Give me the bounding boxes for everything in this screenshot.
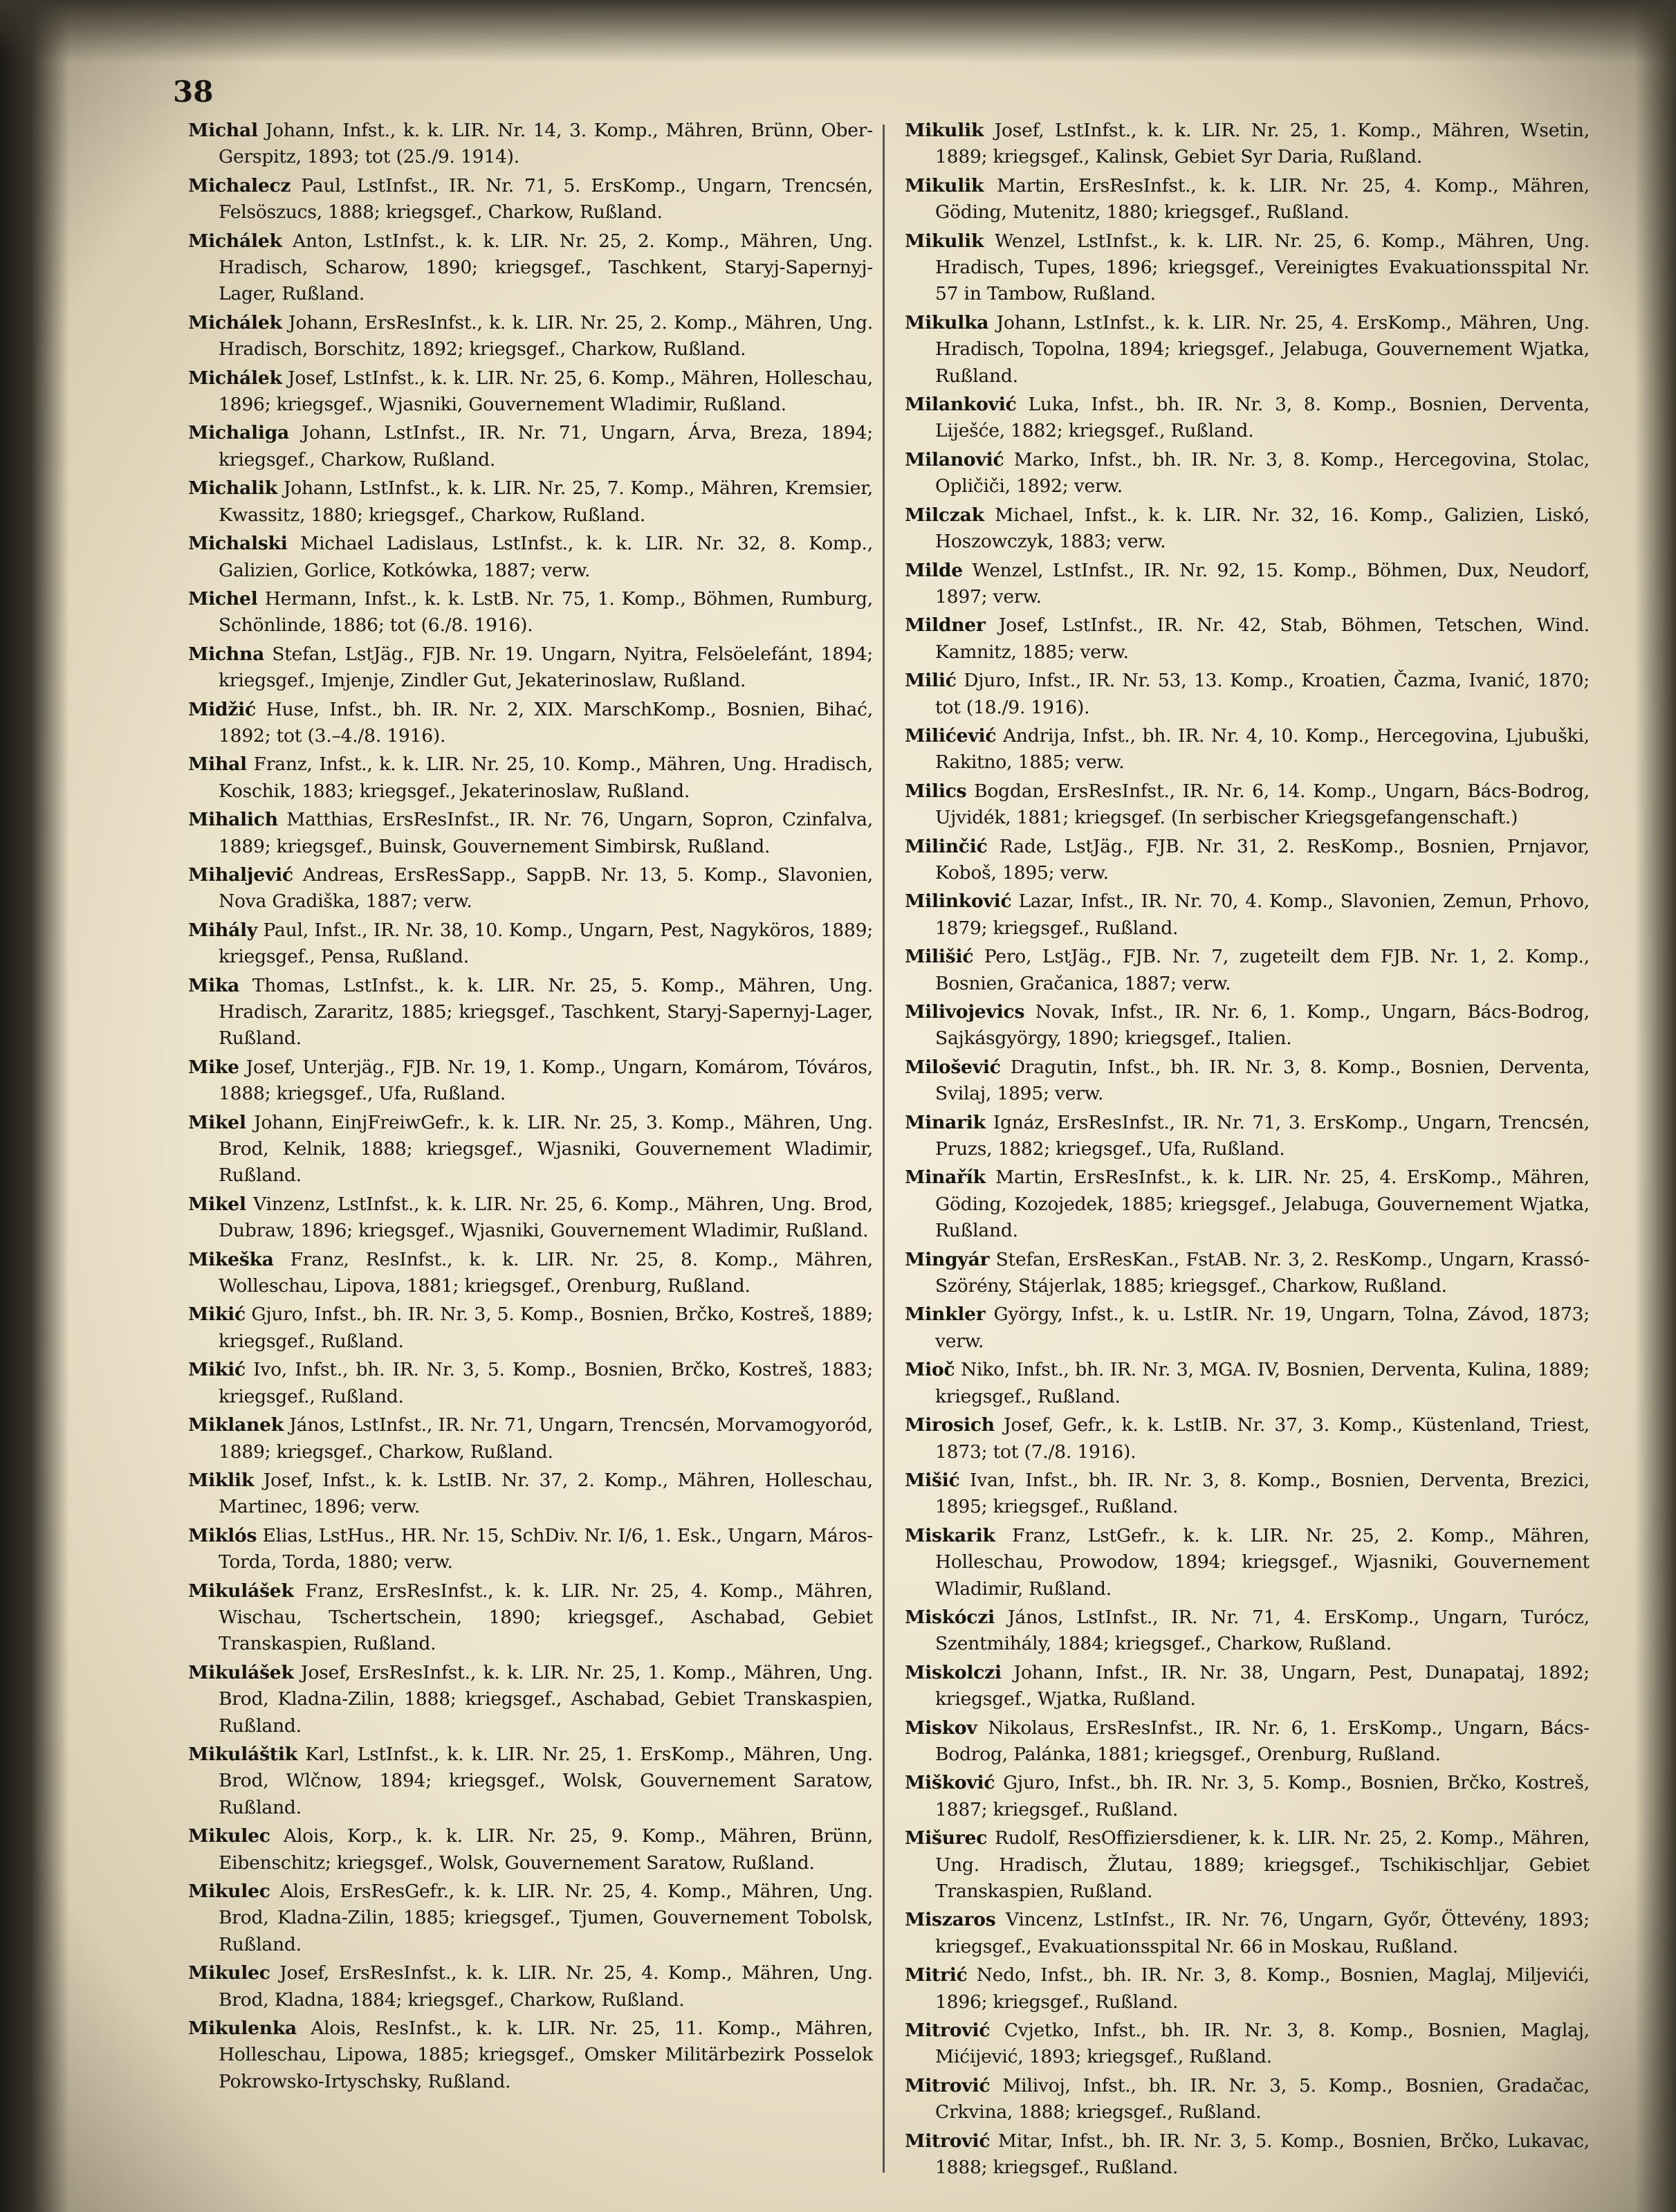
entry-surname: Milinčić — [905, 835, 988, 857]
entry-details: Michael, Infst., k. k. LIR. Nr. 32, 16. Komp., Galizien, Liskó, Hoszowczyk, 1883; verw. — [935, 504, 1590, 553]
list-entry — [188, 1879, 873, 1958]
entry-surname: Miskarik — [905, 1524, 995, 1546]
entry-details: Novak, Infst., IR. Nr. 6, 1. Komp., Ungarn, Bács-Bodrog, Sajkásgyörgy, 1890; kriegsgef., Italien. — [935, 1001, 1590, 1050]
list-entry — [188, 586, 873, 639]
entry-details: Vincenz, LstInfst., IR. Nr. 76, Ungarn, Győr, Öttevény, 1893; kriegsgef., Evakuationsspital Nr. 66 in Moskau, Rußland. — [935, 1909, 1590, 1957]
entry-surname: Miszaros — [905, 1909, 996, 1931]
entry-details: János, LstInfst., IR. Nr. 71, Ungarn, Trencsén, Morvamogyoród, 1889; kriegsgef., Charkow, Rußland. — [219, 1414, 873, 1463]
entry-surname: Mioč — [905, 1359, 955, 1381]
entry-surname: Milićević — [905, 724, 997, 747]
entry-surname: Minařík — [905, 1167, 986, 1189]
entry-surname: Mikel — [188, 1111, 246, 1133]
entry-surname: Mikulášek — [188, 1580, 294, 1602]
entry-details: Josef, ErsResInfst., k. k. LIR. Nr. 25, 1. Komp., Mähren, Ung. Brod, Kladna-Zilin, 1888; kriegsgef., Aschabad, Gebiet Transkaspien, Rußland. — [219, 1661, 873, 1737]
entry-surname: Michálek — [188, 230, 282, 252]
entry-surname: Mihaljević — [188, 863, 293, 886]
entry-surname: Minarik — [905, 1111, 986, 1133]
entry-details: Martin, ErsResInfst., k. k. LIR. Nr. 25, 4. Komp., Mähren, Göding, Mutenitz, 1880; kriegsgef., Rußland. — [935, 174, 1590, 223]
page-number: 38 — [173, 75, 214, 109]
list-entry — [905, 1907, 1590, 1960]
list-entry — [188, 1960, 873, 2013]
entry-details: Mitar, Infst., bh. IR. Nr. 3, 5. Komp., Bosnien, Brčko, Lukavac, 1888; kriegsgef., Rußland. — [935, 2130, 1590, 2179]
list-entry — [905, 173, 1590, 226]
entry-surname: Mingyár — [905, 1248, 990, 1270]
entry-details: Johann, LstInfst., k. k. LIR. Nr. 25, 7. Komp., Mähren, Kremsier, Kwassitz, 1880; kriegsgef., Charkow, Rußland. — [219, 477, 873, 526]
entry-details: Johann, LstInfst., IR. Nr. 71, Ungarn, Árva, Breza, 1894; kriegsgef., Charkow, Rußland. — [219, 422, 873, 470]
list-entry — [188, 917, 873, 971]
entry-details: Johann, Infst., IR. Nr. 38, Ungarn, Pest, Dunapataj, 1892; kriegsgef., Wjatka, Rußland. — [935, 1661, 1590, 1710]
entry-surname: Miskov — [905, 1717, 977, 1739]
entry-details: Johann, EinjFreiwGefr., k. k. LIR. Nr. 25, 3. Komp., Mähren, Ung. Brod, Kelnik, 1888; kriegsgef., Wjasniki, Gouvernement Wladimir, Rußland. — [219, 1111, 873, 1187]
list-entry — [905, 1605, 1590, 1658]
entry-surname: Milanović — [905, 448, 1004, 470]
entry-details: Niko, Infst., bh. IR. Nr. 3, MGA. IV, Bosnien, Derventa, Kulina, 1889; kriegsgef., Rußland. — [935, 1359, 1590, 1407]
list-entry — [905, 2018, 1590, 2071]
entry-surname: Mikulik — [905, 120, 984, 141]
entry-details: Josef, Infst., k. k. LstIB. Nr. 37, 2. Komp., Mähren, Holleschau, Martinec, 1896; verw. — [219, 1469, 874, 1518]
entry-details: Josef, Gefr., k. k. LstIB. Nr. 37, 3. Komp., Küstenland, Triest, 1873; tot (7./8. 1916). — [935, 1414, 1590, 1463]
entry-surname: Milivojevics — [905, 1001, 1025, 1023]
list-entry — [188, 697, 873, 750]
list-entry — [188, 862, 873, 915]
list-entry — [905, 1357, 1590, 1410]
entry-surname: Mikulenka — [188, 2018, 297, 2040]
entry-details: Thomas, LstInfst., k. k. LIR. Nr. 25, 5. Komp., Mähren, Ung. Hradisch, Zararitz, 1885; kriegsgef., Taschkent, Staryj-Sapernyj-Lager, Rußland. — [219, 974, 873, 1050]
entry-details: Lazar, Infst., IR. Nr. 70, 4. Komp., Slavonien, Zemun, Prhovo, 1879; kriegsgef., Rußland. — [935, 890, 1590, 939]
entry-surname: Mihály — [188, 919, 258, 941]
entry-details: Johann, LstInfst., k. k. LIR. Nr. 25, 4. ErsKomp., Mähren, Ung. Hradisch, Topolna, 1894; kriegsgef., Jelabuga, Gouvernement Wjatka, Rußland. — [935, 311, 1590, 387]
entry-surname: Mika — [188, 974, 240, 996]
entry-surname: Milinković — [905, 890, 1012, 913]
list-entry — [188, 1247, 873, 1300]
list-entry — [905, 1468, 1590, 1521]
list-entry — [188, 1412, 873, 1465]
entry-surname: Milić — [905, 670, 957, 692]
entry-details: Djuro, Infst., IR. Nr. 53, 13. Komp., Kroatien, Čazma, Ivanić, 1870; tot (18./9. 1916). — [935, 670, 1590, 718]
entry-details: Franz, ErsResInfst., k. k. LIR. Nr. 25, 4. Komp., Mähren, Wischau, Tschertschein, 1890; kriegsgef., Aschabad, Gebiet Transkaspien, Rußland. — [219, 1580, 873, 1655]
list-entry — [188, 531, 873, 584]
entry-surname: Mikel — [188, 1193, 246, 1215]
entry-surname: Mihalich — [188, 809, 278, 831]
list-entry — [905, 1523, 1590, 1602]
entry-surname: Mikulášek — [188, 1661, 294, 1683]
list-entry — [905, 888, 1590, 942]
list-entry — [905, 1054, 1590, 1108]
list-entry — [188, 1742, 873, 1821]
entry-surname: Mihal — [188, 753, 247, 776]
list-entry — [905, 1660, 1590, 1713]
entry-details: Martin, ErsResInfst., k. k. LIR. Nr. 25, 4. ErsKomp., Mähren, Göding, Kozojedek, 1885; kriegsgef., Jelabuga, Gouvernement Wjatka, Rußland. — [935, 1167, 1590, 1242]
list-entry — [905, 999, 1590, 1052]
entry-surname: Miskóczi — [905, 1606, 995, 1628]
entry-surname: Mikulka — [905, 311, 989, 333]
entry-details: Wenzel, LstInfst., IR. Nr. 92, 15. Komp., Böhmen, Dux, Neudorf, 1897; verw. — [935, 559, 1590, 607]
entry-details: Michael Ladislaus, LstInfst., k. k. LIR. Nr. 32, 8. Komp., Galizien, Gorlice, Kotkówka, 1887; verw. — [219, 533, 873, 581]
entry-surname: Milde — [905, 559, 963, 581]
entry-details: Andreas, ErsResSapp., SappB. Nr. 13, 5. Komp., Slavonien, Nova Gradiška, 1887; verw. — [219, 863, 873, 913]
entry-surname: Michalecz — [188, 174, 291, 196]
entry-details: Alois, ResInfst., k. k. LIR. Nr. 25, 11. Komp., Mähren, Holleschau, Lipowa, 1885; kriegsgef., Omsker Militärbezirk Posselok Pokrowsko-Irtyschsky, Rußland. — [219, 2018, 873, 2092]
list-entry — [188, 1357, 873, 1410]
entry-details: János, LstInfst., IR. Nr. 71, 4. ErsKomp., Ungarn, Turócz, Szentmihály, 1884; kriegsgef., Charkow, Rußland. — [935, 1606, 1590, 1655]
entry-details: Gjuro, Infst., bh. IR. Nr. 3, 5. Komp., Bosnien, Brčko, Kostreš, 1887; kriegsgef., Rußland. — [935, 1772, 1590, 1820]
entry-details: Hermann, Infst., k. k. LstB. Nr. 75, 1. Komp., Böhmen, Rumburg, Schönlinde, 1886; tot (6./8. 1916). — [219, 587, 873, 637]
entry-surname: Mišković — [905, 1772, 995, 1794]
list-entry — [905, 502, 1590, 556]
list-entry — [905, 668, 1590, 721]
list-entry — [905, 1412, 1590, 1465]
entry-surname: Mišurec — [905, 1827, 988, 1849]
list-entry — [905, 778, 1590, 832]
entry-surname: Miskolczi — [905, 1661, 1002, 1683]
entry-details: Elias, LstHus., HR. Nr. 15, SchDiv. Nr. I/6, 1. Esk., Ungarn, Máros-Torda, Torda, 1880; verw. — [219, 1524, 873, 1573]
entry-surname: Michna — [188, 643, 265, 665]
entry-details: Josef, LstInfst., k. k. LIR. Nr. 25, 1. Komp., Mähren, Wsetin, 1889; kriegsgef., Kalinsk, Gebiet Syr Daria, Rußland. — [935, 120, 1590, 168]
entry-details: Josef, ErsResInfst., k. k. LIR. Nr. 25, 4. Komp., Mähren, Ung. Brod, Kladna, 1884; kriegsgef., Charkow, Rußland. — [219, 1962, 873, 2011]
entry-details: Josef, LstInfst., k. k. LIR. Nr. 25, 6. Komp., Mähren, Holleschau, 1896; kriegsgef., Wjasniki, Gouvernement Wladimir, Rußland. — [219, 367, 873, 416]
list-entry — [905, 1962, 1590, 2016]
entry-details: Karl, LstInfst., k. k. LIR. Nr. 25, 1. ErsKomp., Mähren, Ung. Brod, Wlčnow, 1894; kriegsgef., Wolsk, Gouvernement Saratow, Rußland. — [219, 1743, 874, 1818]
entry-surname: Mikić — [188, 1359, 246, 1381]
list-entry — [905, 228, 1590, 308]
entry-details: Rudolf, ResOffiziersdiener, k. k. LIR. Nr. 25, 2. Komp., Mähren, Ung. Hradisch, Žlutau, 1889; kriegsgef., Tschikischljar, Gebiet Transkaspien, Rußland. — [935, 1827, 1590, 1902]
entry-surname: Milišić — [905, 946, 974, 968]
list-entry — [188, 420, 873, 473]
list-entry — [188, 1578, 873, 1658]
list-entry — [188, 173, 873, 226]
list-entry — [188, 751, 873, 805]
entry-surname: Mikulik — [905, 174, 984, 196]
entry-details: Franz, Infst., k. k. LIR. Nr. 25, 10. Komp., Mähren, Ung. Hradisch, Koschik, 1883; kriegsgef., Jekaterinoslaw, Rußland. — [219, 753, 873, 802]
list-entry — [905, 118, 1590, 171]
entry-surname: Mikić — [188, 1304, 246, 1326]
entry-details: Matthias, ErsResInfst., IR. Nr. 76, Ungarn, Sopron, Czinfalva, 1889; kriegsgef., Buinsk, Gouvernement Simbirsk, Rußland. — [219, 809, 873, 857]
entry-surname: Michálek — [188, 311, 282, 333]
entry-details: Ivan, Infst., bh. IR. Nr. 3, 8. Komp., Bosnien, Derventa, Brezici, 1895; kriegsgef., Rußland. — [935, 1469, 1590, 1518]
list-entry — [905, 612, 1590, 666]
list-entry — [188, 2016, 873, 2095]
list-entry — [188, 973, 873, 1052]
list-entry — [905, 2073, 1590, 2126]
entry-details: Stefan, ErsResKan., FstAB. Nr. 3, 2. ResKomp., Ungarn, Krassó-Szörény, Stájerlak, 1885; kriegsgef., Charkow, Rußland. — [935, 1248, 1590, 1297]
list-entry — [188, 807, 873, 860]
list-entry — [188, 1660, 873, 1739]
entry-surname: Michalik — [188, 477, 277, 500]
entry-surname: Mikeška — [188, 1248, 274, 1270]
list-entry — [188, 641, 873, 695]
entry-details: Andrija, Infst., bh. IR. Nr. 4, 10. Komp., Hercegovina, Ljubuški, Rakitno, 1885; verw. — [935, 724, 1590, 774]
entry-surname: Mikulec — [188, 1825, 270, 1847]
entry-details: György, Infst., k. u. LstIR. Nr. 19, Ungarn, Tolna, Závod, 1873; verw. — [935, 1304, 1590, 1352]
entry-details: Johann, Infst., k. k. LIR. Nr. 14, 3. Komp., Mähren, Brünn, Ober-Gerspitz, 1893; tot (25./9. 1914). — [219, 120, 873, 168]
entry-surname: Michálek — [188, 367, 282, 389]
entry-details: Vinzenz, LstInfst., k. k. LIR. Nr. 25, 6. Komp., Mähren, Ung. Brod, Dubraw, 1896; kriegsgef., Wjasniki, Gouvernement Wladimir, Rußland. — [219, 1193, 873, 1242]
list-entry — [188, 1301, 873, 1355]
list-entry — [905, 1164, 1590, 1244]
entry-surname: Mikulec — [188, 1881, 270, 1902]
entry-surname: Milošević — [905, 1056, 1001, 1078]
entry-details: Nikolaus, ErsResInfst., IR. Nr. 6, 1. ErsKomp., Ungarn, Bács-Bodrog, Palánka, 1881; kriegsgef., Orenburg, Rußland. — [935, 1717, 1590, 1765]
entry-surname: Milczak — [905, 504, 984, 526]
list-entry — [188, 1823, 873, 1876]
list-entry — [905, 944, 1590, 997]
entry-details: Paul, LstInfst., IR. Nr. 71, 5. ErsKomp., Ungarn, Trencsén, Felsöszucs, 1888; kriegsgef., Charkow, Rußland. — [219, 174, 873, 223]
entry-surname: Miklik — [188, 1469, 255, 1491]
entry-details: Paul, Infst., IR. Nr. 38, 10. Komp., Ungarn, Pest, Nagyköros, 1889; kriegsgef., Pensa, Rußland. — [219, 919, 873, 968]
list-entry — [188, 1110, 873, 1189]
entry-surname: Milanković — [905, 394, 1017, 416]
entry-surname: Mikuláštik — [188, 1743, 297, 1765]
entry-details: Ivo, Infst., bh. IR. Nr. 3, 5. Komp., Bosnien, Brčko, Kostreš, 1883; kriegsgef., Rußland. — [219, 1359, 873, 1407]
entry-surname: Michal — [188, 120, 258, 141]
list-entry — [905, 2128, 1590, 2182]
entry-surname: Midžić — [188, 698, 256, 720]
column-right — [905, 118, 1590, 2183]
entry-details: Wenzel, LstInfst., k. k. LIR. Nr. 25, 6. Komp., Mähren, Ung. Hradisch, Tupes, 1896; kriegsgef., Vereinigtes Evakuationsspital Nr. 57 in Tambow, Rußland. — [935, 230, 1590, 305]
list-entry — [905, 1770, 1590, 1823]
list-entry — [188, 118, 873, 171]
entry-details: Alois, Korp., k. k. LIR. Nr. 25, 9. Komp., Mähren, Brünn, Eibenschitz; kriegsgef., Wolsk, Gouvernement Saratow, Rußland. — [219, 1825, 873, 1874]
list-entry — [905, 392, 1590, 445]
entry-details: Josef, LstInfst., IR. Nr. 42, Stab, Böhmen, Tetschen, Wind. Kamnitz, 1885; verw. — [935, 614, 1590, 663]
list-entry — [905, 834, 1590, 887]
list-entry — [188, 1191, 873, 1245]
entry-surname: Mitrović — [905, 2074, 991, 2096]
scan-shadow-top — [0, 0, 1676, 62]
entry-details: Huse, Infst., bh. IR. Nr. 2, XIX. MarschKomp., Bosnien, Bihać, 1892; tot (3.–4./8. 1916). — [219, 698, 873, 747]
list-entry — [905, 1247, 1590, 1300]
list-entry — [905, 447, 1590, 500]
entry-surname: Mikulik — [905, 230, 984, 252]
entry-surname: Minkler — [905, 1304, 986, 1326]
entry-details: Ignáz, ErsResInfst., IR. Nr. 71, 3. ErsKomp., Ungarn, Trencsén, Pruzs, 1882; kriegsgef., Ufa, Rußland. — [935, 1111, 1590, 1160]
entry-details: Franz, ResInfst., k. k. LIR. Nr. 25, 8. Komp., Mähren, Wolleschau, Lipova, 1881; kriegsgef., Orenburg, Rußland. — [219, 1248, 873, 1297]
entry-details: Nedo, Infst., bh. IR. Nr. 3, 8. Komp., Bosnien, Maglaj, Miljevići, 1896; kriegsgef., Rußland. — [935, 1964, 1590, 2013]
entry-surname: Michel — [188, 587, 258, 610]
list-entry — [188, 1054, 873, 1108]
entry-surname: Milics — [905, 780, 967, 802]
entry-surname: Mitrić — [905, 1964, 968, 1986]
entry-surname: Michaliga — [188, 422, 290, 444]
entry-details: Pero, LstJäg., FJB. Nr. 7, zugeteilt dem FJB. Nr. 1, 2. Komp., Bosnien, Gračanica, 1887; verw. — [935, 946, 1590, 994]
entry-surname: Mike — [188, 1056, 239, 1078]
entry-surname: Mitrović — [905, 2020, 991, 2042]
entry-details: Gjuro, Infst., bh. IR. Nr. 3, 5. Komp., Bosnien, Brčko, Kostreš, 1889; kriegsgef., Rußland. — [219, 1304, 873, 1352]
list-entry — [188, 310, 873, 363]
entry-details: Dragutin, Infst., bh. IR. Nr. 3, 8. Komp., Bosnien, Derventa, Svilaj, 1895; verw. — [935, 1056, 1590, 1105]
entry-details: Johann, ErsResInfst., k. k. LIR. Nr. 25, 2. Komp., Mähren, Ung. Hradisch, Borschitz, 1892; kriegsgef., Charkow, Rußland. — [219, 311, 873, 360]
entry-surname: Miklós — [188, 1524, 257, 1546]
entry-surname: Mikulec — [188, 1962, 270, 1984]
entry-details: Stefan, LstJäg., FJB. Nr. 19. Ungarn, Nyitra, Felsöelefánt, 1894; kriegsgef., Imjenje, Zindler Gut, Jekaterinoslaw, Rußland. — [219, 643, 873, 692]
entry-surname: Mitrović — [905, 2130, 991, 2152]
entry-details: Milivoj, Infst., bh. IR. Nr. 3, 5. Komp., Bosnien, Gradačac, Crkvina, 1888; kriegsgef., Rußland. — [935, 2074, 1590, 2123]
entry-details: Anton, LstInfst., k. k. LIR. Nr. 25, 2. Komp., Mähren, Ung. Hradisch, Scharow, 1890; kriegsgef., Taschkent, Staryj-Sapernyj-Lager, Rußland. — [219, 230, 873, 305]
entry-details: Rade, LstJäg., FJB. Nr. 31, 2. ResKomp., Bosnien, Prnjavor, Koboš, 1895; verw. — [935, 835, 1590, 884]
entry-surname: Miklanek — [188, 1414, 284, 1436]
list-entry — [188, 475, 873, 529]
entry-surname: Mišić — [905, 1469, 960, 1491]
list-entry — [905, 558, 1590, 611]
list-entry — [905, 1110, 1590, 1163]
entry-surname: Mildner — [905, 614, 986, 637]
list-entry — [905, 723, 1590, 776]
entry-details: Cvjetko, Infst., bh. IR. Nr. 3, 8. Komp., Bosnien, Maglaj, Mićijević, 1893; kriegsgef., Rußland. — [935, 2020, 1590, 2068]
column-divider — [883, 125, 885, 2173]
list-entry — [188, 1523, 873, 1576]
entry-details: Josef, Unterjäg., FJB. Nr. 19, 1. Komp., Ungarn, Komárom, Tóváros, 1888; kriegsgef., Ufa, Rußland. — [219, 1056, 873, 1105]
list-entry — [905, 310, 1590, 390]
entry-details: Marko, Infst., bh. IR. Nr. 3, 8. Komp., Hercegovina, Stolac, Opličiči, 1892; verw. — [935, 448, 1590, 497]
entry-details: Alois, ErsResGefr., k. k. LIR. Nr. 25, 4. Komp., Mähren, Ung. Brod, Kladna-Zilin, 1885; kriegsgef., Tjumen, Gouvernement Tobolsk, Rußland. — [219, 1881, 873, 1955]
entry-surname: Mirosich — [905, 1414, 995, 1436]
list-entry — [188, 365, 873, 419]
list-entry — [188, 228, 873, 308]
list-entry — [905, 1715, 1590, 1768]
column-left — [188, 118, 873, 2097]
entry-details: Luka, Infst., bh. IR. Nr. 3, 8. Komp., Bosnien, Derventa, Liješće, 1882; kriegsgef., Rußland. — [935, 394, 1590, 442]
entry-details: Bogdan, ErsResInfst., IR. Nr. 6, 14. Komp., Ungarn, Bács-Bodrog, Ujvidék, 1881; kriegsgef. (In serbischer Kriegsgefangenschaft.) — [935, 780, 1590, 829]
entry-surname: Michalski — [188, 533, 288, 555]
list-entry — [905, 1825, 1590, 1905]
list-entry — [905, 1301, 1590, 1355]
list-entry — [188, 1468, 873, 1521]
entry-details: Franz, LstGefr., k. k. LIR. Nr. 25, 2. Komp., Mähren, Holleschau, Prowodow, 1894; kriegsgef., Wjasniki, Gouvernement Wladimir, Rußland. — [935, 1524, 1590, 1600]
